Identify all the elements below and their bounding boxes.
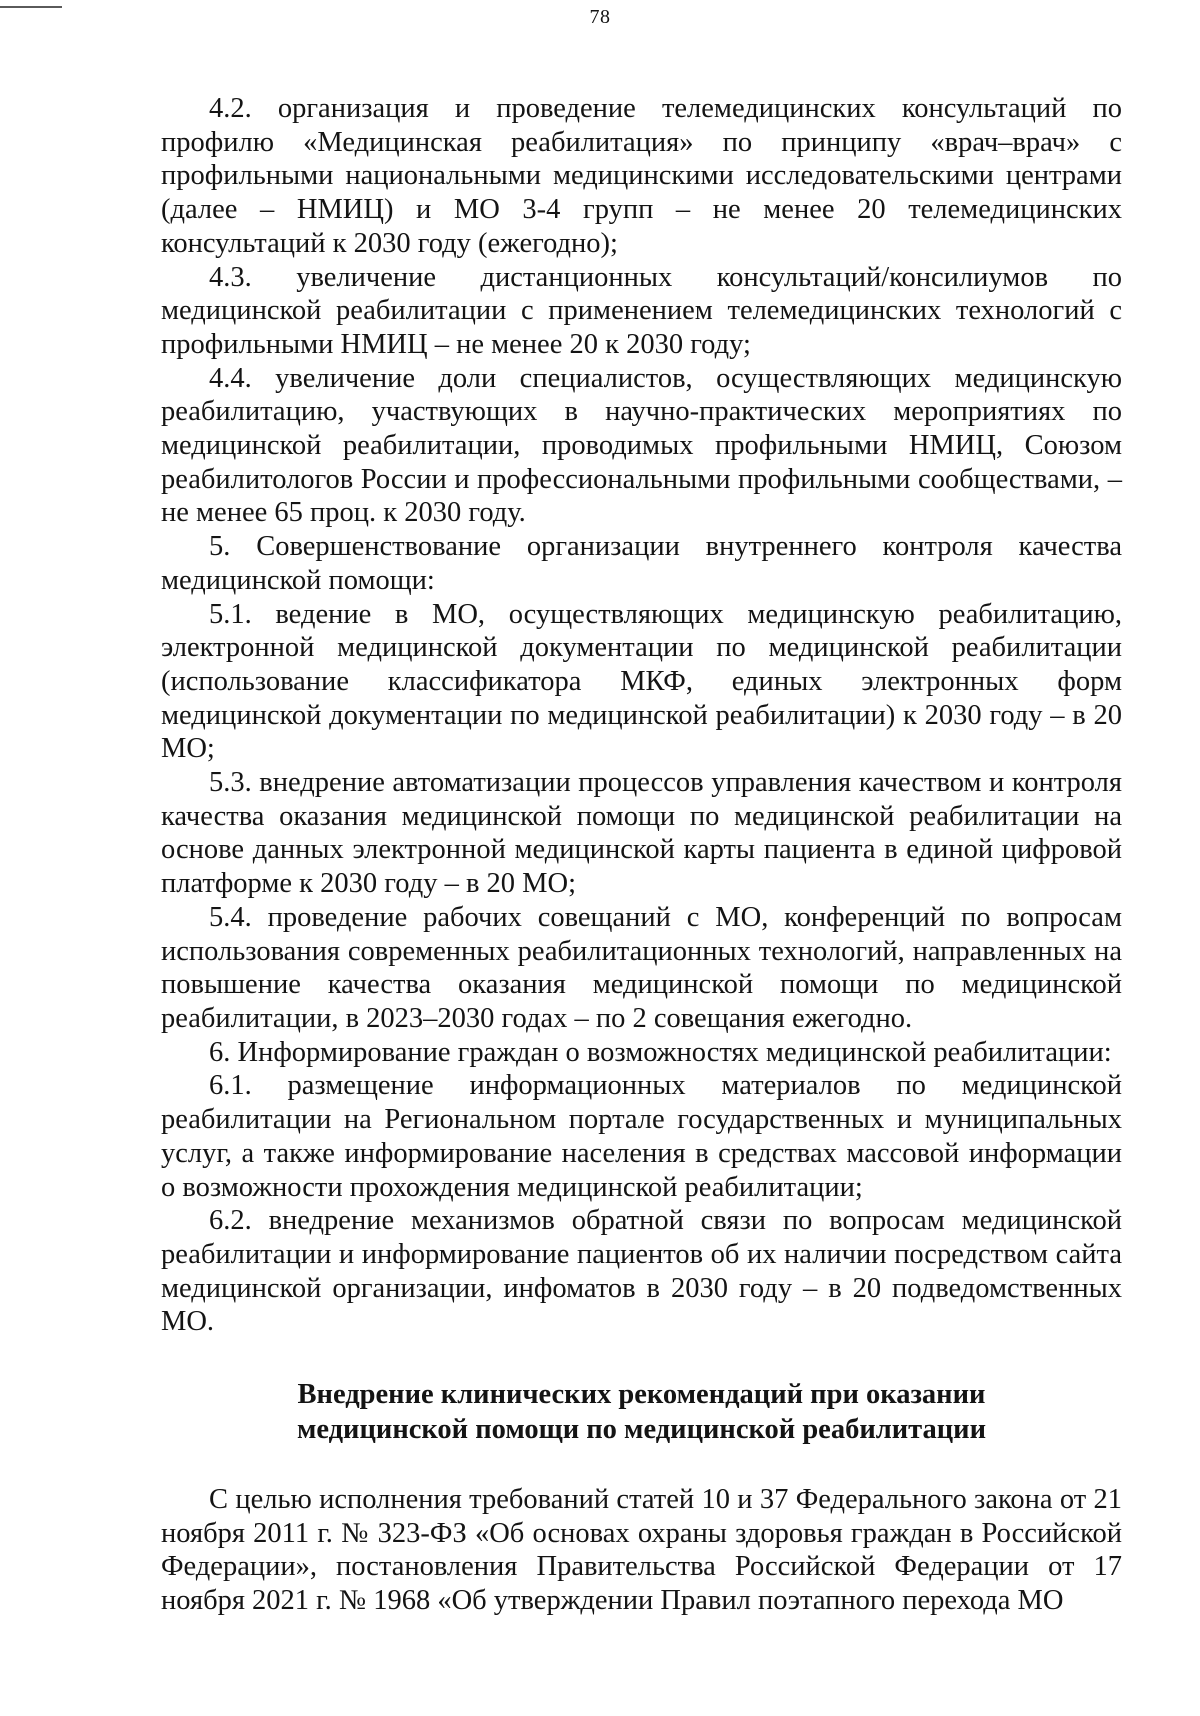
paragraph-5-1: 5.1. ведение в МО, осуществляющих медицинскую реабилитацию, электронной медицинской документации по медицинской реабилитации (использование классификатора МКФ, единых электронных форм медицинской документации по медицинской реабилитации) к 2030 году – в 20 МО; xyxy=(161,598,1122,765)
section-heading-line-1: Внедрение клинических рекомендаций при оказании xyxy=(297,1379,986,1411)
page-number: 78 xyxy=(589,6,611,28)
paragraph-6-1: 6.1. размещение информационных материалов по медицинской реабилитации на Региональном портале государственных и муниципальных услуг, а также информирование населения в средствах массовой информации о возможности прохождения медицинской реабилитации; xyxy=(161,1070,1122,1203)
paragraph-6: 6. Информирование граждан о возможностях медицинской реабилитации: xyxy=(209,1036,1112,1068)
paragraph-6-2: 6.2. внедрение механизмов обратной связи по вопросам медицинской реабилитации и информирование пациентов об их наличии посредством сайта медицинской организации, инфоматов в 2030 году – в 20 подведомственных МО. xyxy=(161,1205,1122,1338)
section-heading xyxy=(161,1377,1122,1447)
paragraph-4-3: 4.3. увеличение дистанционных консультаций/консилиумов по медицинской реабилитации с применением телемедицинских технологий с профильными НМИЦ – не менее 20 к 2030 году; xyxy=(161,261,1122,360)
paragraph-5-3: 5.3. внедрение автоматизации процессов управления качеством и контроля качества оказания медицинской помощи по медицинской реабилитации на основе данных электронной медицинской карты пациента в единой цифровой платформе к 2030 году – в 20 МО; xyxy=(161,767,1122,900)
paragraph-intro: С целью исполнения требований статей 10 и 37 Федерального закона от 21 ноября 2011 г. № 323-ФЗ «Об основах охраны здоровья граждан в Российской Федерации», постановления Правительства Российской Федерации от 17 ноября 2021 г. № 1968 «Об утверждении Правил поэтапного перехода МО xyxy=(161,1484,1122,1617)
paragraph-5: 5. Совершенствование организации внутреннего контроля качества медицинской помощи: xyxy=(161,531,1122,596)
paragraph-4-4: 4.4. увеличение доли специалистов, осуществляющих медицинскую реабилитацию, участвующих в научно-практических мероприятиях по медицинской реабилитации, проводимых профильными НМИЦ, Союзом реабилитологов России и профессиональными профильными сообществами, – не менее 65 проц. к 2030 году. xyxy=(161,362,1122,529)
paragraph-4-2: 4.2. организация и проведение телемедицинских консультаций по профилю «Медицинская реабилитация» по принципу «врач–врач» с профильными национальными медицинскими исследовательскими центрами (далее – НМИЦ) и МО 3-4 групп – не менее 20 телемедицинских консультаций к 2030 году (ежегодно); xyxy=(161,93,1122,259)
document-body xyxy=(161,92,1122,1618)
paragraph-5-4: 5.4. проведение рабочих совещаний с МО, конференций по вопросам использования современных реабилитационных технологий, направленных на повышение качества оказания медицинской помощи по медицинской реабилитации, в 2023–2030 годах – по 2 совещания ежегодно. xyxy=(161,901,1122,1034)
section-heading-line-2: медицинской помощи по медицинской реабилитации xyxy=(296,1414,987,1446)
